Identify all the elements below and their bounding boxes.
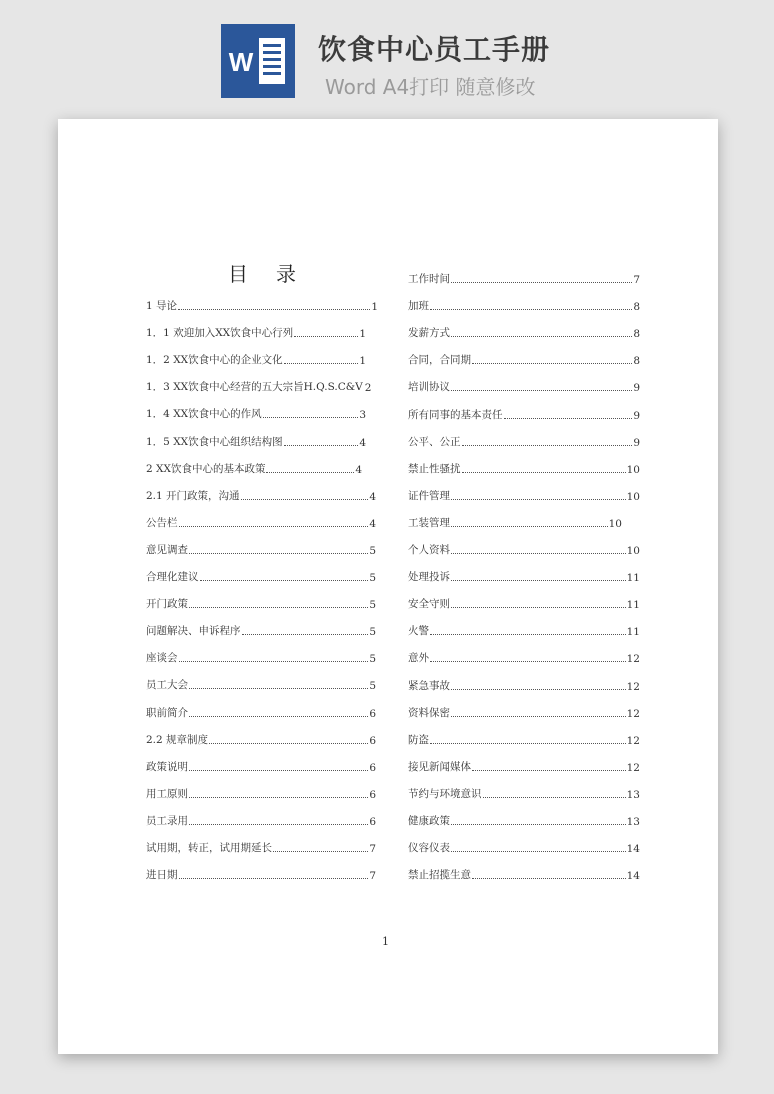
toc-entry-label: 1．4 XX饮食中心的作风 [146, 408, 262, 421]
toc-entry-label: 2 XX饮食中心的基本政策 [146, 462, 266, 475]
toc-leader-dots [189, 606, 368, 608]
toc-leader-dots [263, 416, 359, 418]
toc-leader-dots [504, 417, 633, 419]
toc-entry-label: 政策说明 [146, 760, 188, 773]
toc-entry-label: 安全守则 [408, 598, 450, 611]
toc-entry[interactable] [146, 405, 366, 421]
toc-entry[interactable] [146, 676, 376, 692]
toc-entry[interactable] [146, 487, 376, 503]
toc-entry-label: 工作时间 [408, 273, 450, 285]
toc-leader-dots [189, 715, 368, 717]
toc-leader-dots [483, 796, 626, 798]
toc-entry-page: 10 [626, 545, 640, 557]
toc-leader-dots [179, 525, 369, 527]
toc-entry-label: 公平、公正 [408, 435, 461, 448]
toc-entry-page: 6 [369, 788, 376, 801]
toc-entry-page: 11 [626, 572, 640, 585]
toc-entry-page: 4 [359, 436, 366, 449]
toc-entry-label: 证件管理 [408, 489, 450, 502]
toc-leader-dots [451, 606, 626, 608]
toc-entry-page: 7 [369, 870, 376, 883]
toc-entry[interactable] [146, 595, 376, 611]
toc-entry-label: 进日期 [146, 869, 178, 882]
toc-entry-label: 意外 [408, 652, 429, 665]
toc-entry[interactable] [146, 324, 366, 340]
toc-entry-page: 14 [626, 843, 640, 856]
toc-entry[interactable] [408, 677, 640, 693]
toc-entry-page: 11 [626, 626, 640, 639]
toc-entry-label: 1 导论 [146, 300, 178, 312]
toc-entry-page: 2 [364, 382, 372, 395]
toc-entry-label: 接见新闻媒体 [408, 760, 471, 773]
toc-entry-page: 10 [626, 490, 640, 503]
toc-entry[interactable] [146, 649, 376, 665]
toc-leader-dots [430, 742, 626, 744]
toc-leader-dots [284, 444, 359, 446]
toc-entry[interactable] [146, 568, 376, 584]
toc-entry-page: 5 [369, 572, 376, 584]
toc-entry-label: 处理投诉 [408, 571, 450, 584]
toc-leader-dots [178, 308, 370, 310]
toc-leader-dots [451, 552, 626, 554]
toc-entry-page: 8 [633, 328, 640, 341]
toc-entry-page: 6 [369, 734, 376, 747]
toc-leader-dots [273, 850, 368, 852]
toc-entry-label: 紧急事故 [408, 679, 450, 692]
toc-entry-page: 9 [633, 382, 640, 395]
toc-entry-page: 1 [371, 301, 378, 313]
toc-leader-dots [472, 877, 626, 879]
toc-leader-dots [451, 498, 626, 500]
document-subtitle: Word A4打印 随意修改 [325, 75, 536, 99]
toc-entry-label: 防盗 [408, 733, 429, 746]
toc-entry-page: 1 [359, 355, 366, 368]
toc-entry[interactable] [408, 758, 640, 774]
toc-leader-dots [451, 579, 626, 581]
toc-entry-page: 11 [626, 599, 640, 612]
toc-entry-label: 工装管理 [408, 516, 450, 529]
toc-entry[interactable] [408, 487, 640, 503]
toc-entry[interactable] [408, 568, 640, 584]
toc-entry[interactable] [408, 595, 640, 611]
toc-entry-page: 5 [369, 626, 376, 639]
toc-entry[interactable] [408, 297, 640, 313]
toc-entry-page: 1 [359, 328, 366, 341]
toc-entry-page: 5 [369, 544, 376, 557]
toc-entry-page: 8 [633, 355, 640, 368]
toc-entry-label: 发薪方式 [408, 327, 450, 340]
toc-entry-page: 14 [626, 870, 640, 883]
toc-entry-label: 加班 [408, 300, 429, 313]
header-banner [0, 0, 774, 110]
word-icon [221, 24, 295, 98]
toc-leader-dots [242, 633, 369, 635]
toc-leader-dots [472, 769, 626, 771]
toc-entry[interactable] [408, 541, 640, 557]
toc-entry-label: 合同，合同期 [408, 354, 471, 367]
toc-entry-page: 4 [369, 517, 376, 530]
toc-entry-label: 试用期，转正，试用期延长 [146, 842, 272, 854]
toc-entry-page: 10 [608, 517, 622, 530]
toc-entry-label: 1．3 XX饮食中心经营的五大宗旨H.Q.S.C&V [146, 381, 363, 394]
toc-leader-dots [462, 444, 633, 446]
toc-leader-dots [430, 660, 626, 662]
toc-entry-page: 7 [633, 274, 640, 286]
toc-entry-label: 节约与环境意识 [408, 787, 482, 800]
toc-entry-label: 所有同事的基本责任 [408, 408, 503, 421]
toc-entry-label: 个人资料 [408, 544, 450, 556]
toc-entry[interactable] [146, 758, 376, 774]
toc-leader-dots [189, 769, 368, 771]
toc-entry-page: 12 [626, 707, 640, 720]
toc-leader-dots [462, 471, 626, 473]
toc-leader-dots [451, 389, 632, 391]
toc-leader-dots [189, 796, 368, 798]
toc-leader-dots [451, 281, 632, 283]
toc-leader-dots [200, 579, 369, 581]
toc-entry-page: 9 [633, 436, 640, 449]
toc-entry-label: 仪容仪表 [408, 842, 450, 855]
toc-entry-label: 禁止招揽生意 [408, 869, 471, 882]
toc-entry-page: 10 [626, 463, 640, 476]
toc-entry-page: 5 [369, 653, 376, 666]
toc-entry-page: 8 [633, 301, 640, 314]
toc-entry[interactable] [146, 731, 376, 747]
toc-entry[interactable] [408, 785, 640, 801]
toc-leader-dots [284, 362, 359, 364]
toc-entry[interactable] [408, 514, 622, 530]
toc-leader-dots [451, 715, 626, 717]
toc-leader-dots [189, 823, 368, 825]
page-number: 1 [382, 935, 389, 948]
toc-leader-dots [451, 823, 626, 825]
toc-leader-dots [294, 335, 358, 337]
toc-entry[interactable] [408, 704, 640, 720]
toc-entry[interactable] [408, 324, 640, 340]
toc-entry-page: 6 [369, 761, 376, 774]
toc-entry-label: 1．5 XX饮食中心组织结构图 [146, 435, 283, 448]
toc-entry-label: 意见调查 [146, 543, 188, 556]
toc-entry-page: 7 [369, 843, 376, 855]
toc-entry-page: 12 [626, 680, 640, 693]
toc-entry-page: 13 [626, 788, 640, 801]
toc-entry-label: 合理化建议 [146, 571, 199, 583]
toc-entry[interactable] [408, 622, 640, 638]
toc-entry-label: 用工原则 [146, 787, 188, 800]
toc-entry[interactable] [146, 460, 362, 476]
toc-entry-page: 4 [355, 463, 362, 476]
toc-entry[interactable] [408, 406, 640, 422]
toc-entry[interactable] [146, 541, 376, 557]
toc-leader-dots [209, 742, 368, 744]
toc-entry-page: 12 [626, 653, 640, 666]
toc-entry[interactable] [146, 433, 366, 449]
toc-entry-label: 员工录用 [146, 814, 188, 827]
toc-entry-label: 1．1 欢迎加入XX饮食中心行列 [146, 327, 294, 340]
toc-entry[interactable] [408, 351, 640, 367]
toc-entry[interactable] [146, 622, 376, 638]
toc-leader-dots [451, 688, 626, 690]
toc-entry-label: 健康政策 [408, 815, 450, 827]
toc-entry[interactable] [408, 812, 640, 828]
toc-entry-label: 培训协议 [408, 381, 450, 394]
toc-heading: 目录 [228, 262, 324, 286]
toc-leader-dots [179, 877, 369, 879]
toc-entry[interactable] [146, 866, 376, 882]
toc-entry-page: 12 [626, 761, 640, 774]
toc-entry[interactable] [146, 704, 376, 720]
toc-entry-label: 2.2 规章制度 [146, 733, 209, 746]
toc-entry[interactable] [146, 785, 376, 801]
toc-entry[interactable] [146, 514, 376, 530]
toc-entry-label: 职前简介 [146, 706, 188, 719]
toc-entry-label: 资料保密 [408, 706, 450, 719]
toc-leader-dots [179, 660, 369, 662]
toc-entry[interactable] [146, 839, 376, 855]
toc-entry-page: 5 [369, 680, 376, 693]
toc-entry-label: 1．2 XX饮食中心的企业文化 [146, 354, 283, 367]
toc-entry[interactable] [146, 297, 378, 313]
toc-leader-dots [430, 633, 626, 635]
toc-leader-dots [189, 687, 368, 689]
toc-entry-label: 2.1 开门政策，沟通 [146, 489, 240, 502]
toc-entry[interactable] [146, 812, 376, 828]
toc-entry-label: 公告栏 [146, 516, 178, 529]
toc-entry-label: 员工大会 [146, 679, 188, 692]
toc-leader-dots [189, 552, 368, 554]
toc-entry-label: 问题解决、申诉程序 [146, 625, 241, 638]
toc-entry[interactable] [408, 433, 640, 449]
toc-entry-label: 禁止性骚扰 [408, 462, 461, 475]
toc-leader-dots [451, 850, 626, 852]
toc-entry-page: 4 [369, 490, 376, 503]
toc-entry-label: 火警 [408, 625, 429, 638]
toc-leader-dots [451, 335, 632, 337]
toc-leader-dots [241, 498, 369, 500]
document-title: 饮食中心员工手册 [318, 33, 551, 66]
document-page [58, 119, 718, 1054]
toc-entry-label: 座谈会 [146, 652, 178, 665]
toc-entry[interactable] [408, 270, 640, 286]
toc-entry-page: 6 [369, 815, 376, 828]
toc-entry-page: 6 [369, 707, 376, 720]
toc-entry[interactable] [408, 378, 640, 394]
toc-entry-page: 9 [633, 409, 640, 422]
toc-leader-dots [472, 362, 632, 364]
toc-entry[interactable] [408, 731, 640, 747]
toc-entry[interactable] [146, 351, 366, 367]
toc-entry[interactable] [408, 839, 640, 855]
toc-entry-page: 12 [626, 734, 640, 747]
toc-leader-dots [430, 308, 632, 310]
toc-entry[interactable] [408, 649, 640, 665]
toc-entry-label: 开门政策 [146, 598, 188, 611]
word-icon-letter: W [228, 47, 254, 77]
toc-entry[interactable] [146, 378, 372, 395]
toc-entry[interactable] [408, 866, 640, 882]
toc-leader-dots [266, 471, 354, 473]
toc-entry[interactable] [408, 460, 640, 476]
toc-entry-page: 5 [369, 599, 376, 612]
toc-leader-dots [451, 525, 608, 527]
toc-entry-page: 3 [359, 409, 366, 422]
toc-entry-page: 13 [626, 816, 640, 828]
